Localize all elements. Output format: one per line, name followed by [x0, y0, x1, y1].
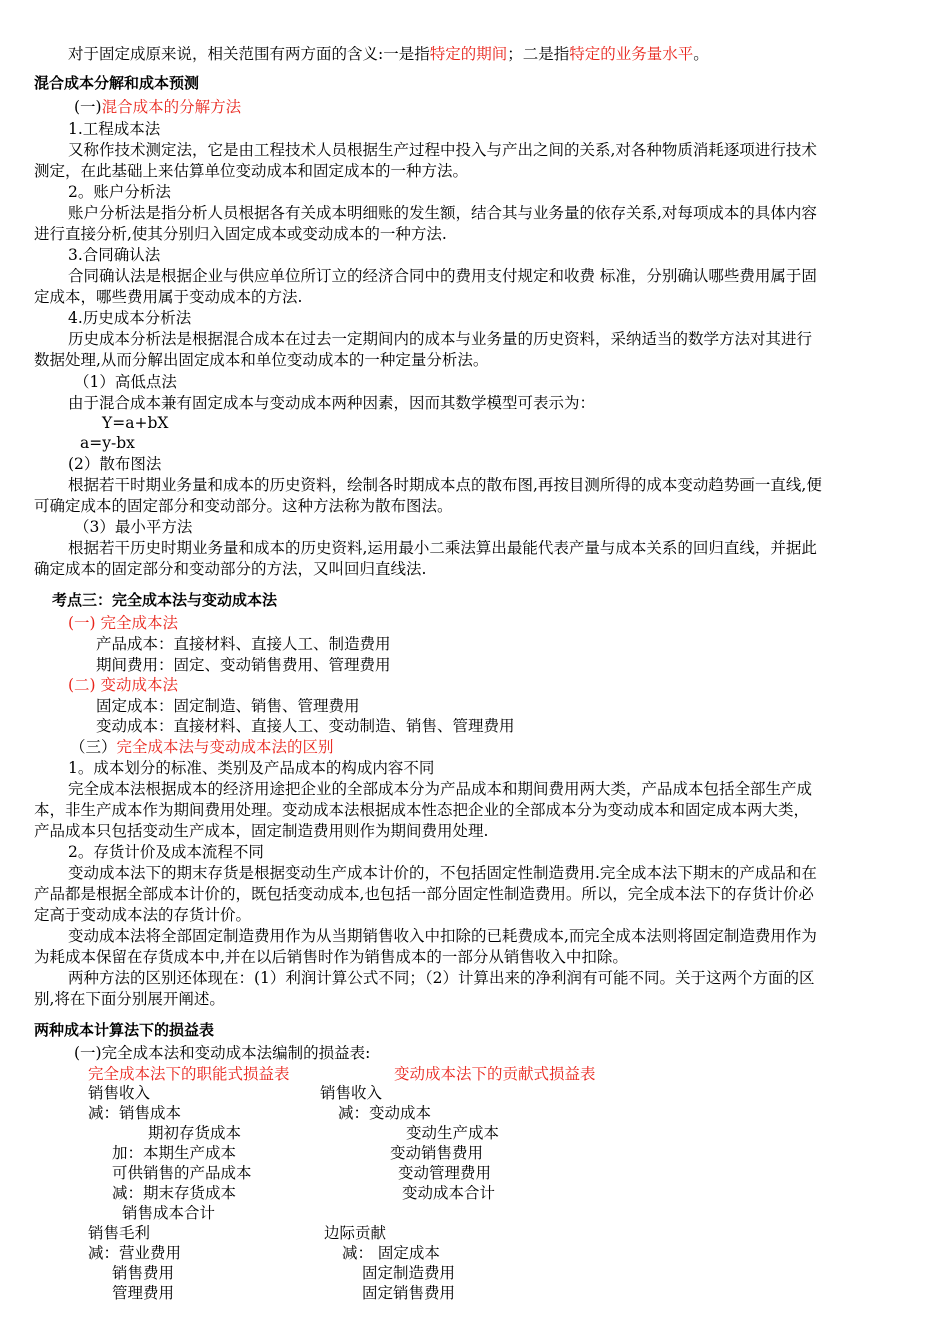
statement-row: 销售成本合计 [122, 1204, 216, 1222]
subheading-prefix: (一) [74, 98, 102, 116]
subheading-prefix: （三） [70, 738, 117, 756]
statement-row: 减： 固定成本 [342, 1244, 440, 1262]
statement-header-absorption: 完全成本法下的职能式损益表 [88, 1065, 290, 1083]
formula-line: Y=a+bX [102, 414, 169, 432]
paragraph-line: 变动成本法下的期末存货是根据变动生产成本计价的，不包括固定性制造费用.完全成本法下期末的产成品和在 [68, 864, 817, 882]
statement-row: 减：变动成本 [338, 1104, 432, 1122]
paragraph-line: 两种方法的区别还体现在：(1）利润计算公式不同；（2）计算出来的净利润有可能不同。关于这两个方面的区 [68, 969, 815, 987]
section-heading-mixed-cost: 混合成本分解和成本预测 [34, 74, 200, 92]
section-heading-income-statement: 两种成本计算法下的损益表 [34, 1021, 215, 1039]
paragraph-line: 进行直接分析,使其分别归入固定成本或变动成本的一种方法. [34, 225, 447, 243]
statement-row: 销售收入 [88, 1084, 151, 1102]
statement-row: 期初存货成本 [148, 1124, 242, 1142]
subheading-variable: (二) 变动成本法 [68, 676, 179, 694]
list-item: 固定成本：固定制造、销售、管理费用 [96, 697, 360, 715]
paragraph-line: 产品都是根据全部成本计价的，既包括变动成本,也包括一部分固定性制造费用。所以，完全成本法下的存货计价必 [34, 885, 814, 903]
statement-header-variable: 变动成本法下的贡献式损益表 [394, 1065, 596, 1083]
paragraph-line: 产品成本只包括变动生产成本，固定制造费用则作为期间费用处理. [34, 822, 489, 840]
subheading-absorption: (一) 完全成本法 [68, 614, 179, 632]
method-title-contract: 3.合同确认法 [68, 246, 161, 264]
statement-row: 变动生产成本 [406, 1124, 500, 1142]
formula-line: a=y-bx [80, 434, 135, 452]
paragraph-line: 为耗成本保留在存货成本中,并在以后销售时作为销售成本的一部分从销售收入中扣除。 [34, 948, 628, 966]
method-title-engineering: 1.工程成本法 [68, 120, 161, 138]
intro-paragraph [68, 44, 709, 65]
statement-row: 减：期末存货成本 [112, 1184, 237, 1202]
intro-text: 对于固定成原来说，相关范围有两方面的含义:一是指 [68, 45, 430, 63]
statement-row: 减：营业费用 [88, 1244, 182, 1262]
paragraph-line: 别,将在下面分别展开阐述。 [34, 990, 225, 1008]
difference-title: 2。存货计价及成本流程不同 [68, 843, 264, 861]
subtitle-scatter: (2）散布图法 [68, 455, 162, 473]
paragraph-line: 变动成本法将全部固定制造费用作为从当期销售收入中扣除的已耗费成本,而完全成本法则将固定制造费用作为 [68, 927, 817, 945]
statement-row: 固定销售费用 [362, 1284, 456, 1302]
statement-row: 变动管理费用 [398, 1164, 492, 1182]
statement-row: 边际贡献 [324, 1224, 387, 1242]
subheading-decomposition [74, 97, 241, 118]
statement-row: 固定制造费用 [362, 1264, 456, 1282]
paragraph-line: 根据若干时期业务量和成本的历史资料，绘制各时期成本点的散布图,再按目测所得的成本变动趋势画一直线,便 [68, 476, 822, 494]
intro-highlight-period: 特定的期间 [429, 45, 508, 63]
subheading-difference [70, 737, 334, 758]
statement-row: 销售收入 [320, 1084, 383, 1102]
list-item: 期间费用：固定、变动销售费用、管理费用 [96, 656, 391, 674]
paragraph-line: 由于混合成本兼有固定成本与变动成本两种因素，因而其数学模型可表示为： [68, 394, 596, 412]
paragraph-line: 历史成本分析法是根据混合成本在过去一定期间内的成本与业务量的历史资料，采纳适当的数学方法对其进行 [68, 330, 813, 348]
subheading-income-statement: (一)完全成本法和变动成本法编制的损益表: [74, 1044, 371, 1062]
paragraph-line: 测定，在此基础上来估算单位变动成本和固定成本的一种方法。 [34, 162, 469, 180]
statement-row: 销售费用 [112, 1264, 175, 1282]
method-title-account: 2。账户分析法 [68, 183, 171, 201]
statement-row: 加：本期生产成本 [112, 1144, 237, 1162]
paragraph-line: 又称作技术测定法，它是由工程技术人员根据生产过程中投入与产出之间的关系,对各种物质消耗逐项进行技术 [68, 141, 817, 159]
difference-title: 1。成本划分的标准、类别及产品成本的构成内容不同 [68, 759, 435, 777]
statement-row: 变动销售费用 [390, 1144, 484, 1162]
statement-row: 管理费用 [112, 1284, 175, 1302]
method-title-historical: 4.历史成本分析法 [68, 309, 192, 327]
paragraph-line: 合同确认法是根据企业与供应单位所订立的经济合同中的费用支付规定和收费 标准，分别确认哪些费用属于固 [68, 267, 817, 285]
paragraph-line: 完全成本法根据成本的经济用途把企业的全部成本分为产品成本和期间费用两大类，产品成本包括全部生产成 [68, 780, 813, 798]
statement-row: 减：销售成本 [88, 1104, 182, 1122]
list-item: 变动成本：直接材料、直接人工、变动制造、销售、管理费用 [96, 717, 515, 735]
paragraph-line: 数据处理,从而分解出固定成本和单位变动成本的一种定量分析法。 [34, 351, 489, 369]
paragraph-line: 根据若干历史时期业务量和成本的历史资料,运用最小二乘法算出最能代表产量与成本关系的回归直线，并据此 [68, 539, 817, 557]
paragraph-line: 定高于变动成本法的存货计价。 [34, 906, 252, 924]
paragraph-line: 可确定成本的固定部分和变动部分。这种方法称为散布图法。 [34, 497, 453, 515]
paragraph-line: 确定成本的固定部分和变动部分的方法，又叫回归直线法. [34, 560, 427, 578]
list-item: 产品成本：直接材料、直接人工、制造费用 [96, 635, 391, 653]
subheading-red-text: 混合成本的分解方法 [101, 98, 242, 116]
intro-text-mid: ；二是指 [507, 45, 570, 63]
subheading-red-text: 完全成本法与变动成本法的区别 [116, 738, 334, 756]
statement-row: 变动成本合计 [402, 1184, 496, 1202]
paragraph-line: 本，非生产成本作为期间费用处理。变动成本法根据成本性态把企业的全部成本分为变动成本和固定成本两大类， [34, 801, 810, 819]
statement-row: 销售毛利 [88, 1224, 151, 1242]
statement-row: 可供销售的产品成本 [112, 1164, 252, 1182]
intro-highlight-volume: 特定的业务量水平 [569, 45, 694, 63]
paragraph-line: 账户分析法是指分析人员根据各有关成本明细账的发生额，结合其与业务量的依存关系,对每项成本的具体内容 [68, 204, 817, 222]
intro-text-end: 。 [693, 45, 709, 63]
subtitle-high-low: （1）高低点法 [74, 373, 177, 391]
subtitle-least-squares: （3）最小平方法 [74, 518, 193, 536]
paragraph-line: 定成本，哪些费用属于变动成本的方法. [34, 288, 303, 306]
section-heading-costing-methods: 考点三：完全成本法与变动成本法 [52, 591, 278, 609]
